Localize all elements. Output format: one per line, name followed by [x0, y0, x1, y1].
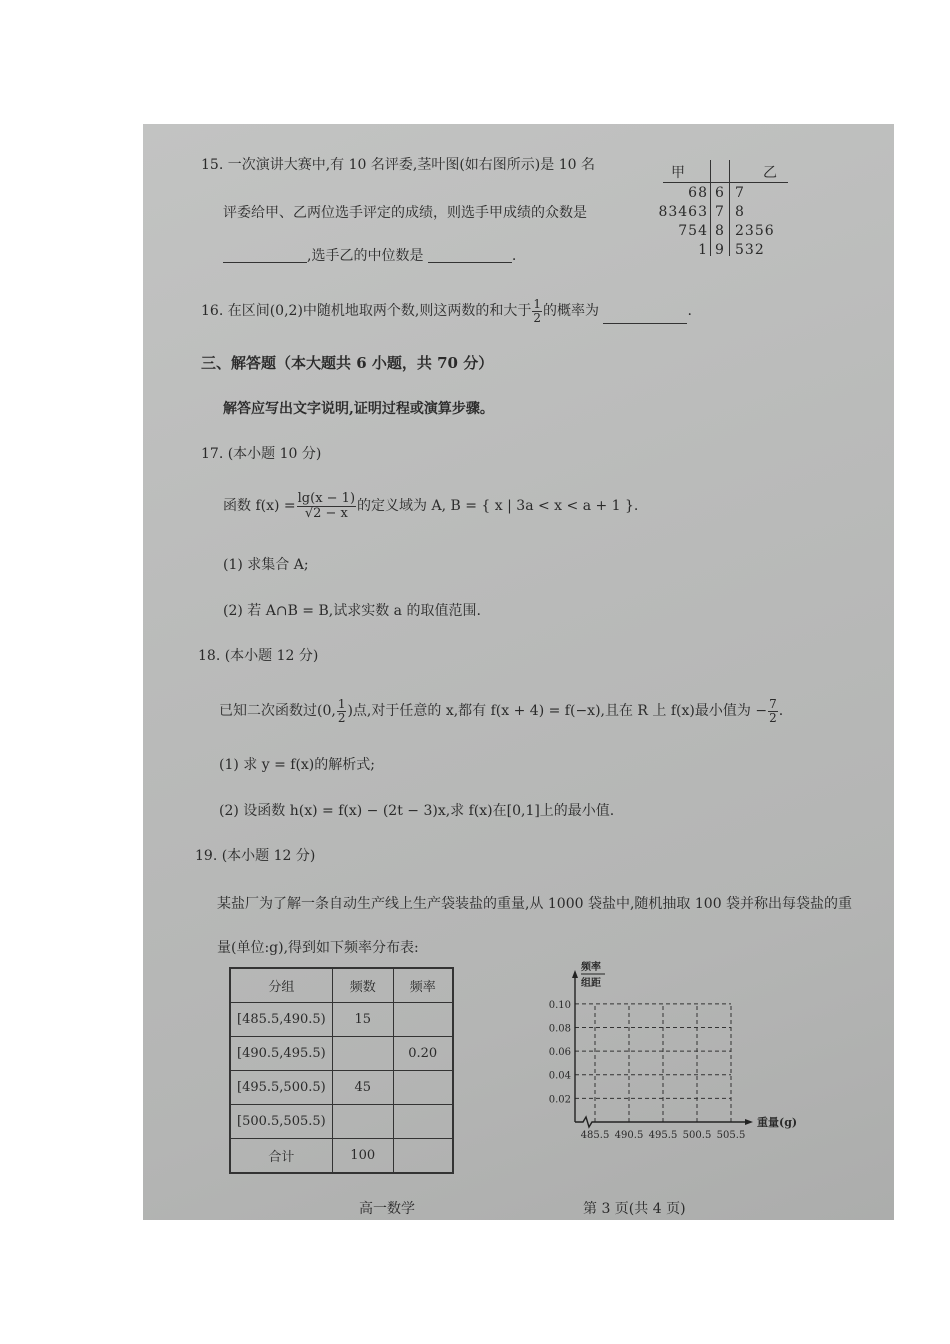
leaf-right: 8 — [735, 204, 745, 220]
table-row — [230, 1071, 453, 1105]
q18-part1: (1) 求 y = f(x)的解析式; — [219, 757, 375, 773]
document-photo — [143, 124, 894, 1220]
stem-leaf-row — [663, 185, 793, 203]
table-cell-group: [485.5,490.5) — [230, 1003, 332, 1037]
x-axis-line — [575, 1117, 745, 1127]
x-tick-label: 485.5 — [580, 1130, 610, 1141]
stem: 8 — [715, 223, 724, 239]
y-tick-label: 0.06 — [548, 1047, 571, 1059]
q17-statement — [223, 492, 638, 520]
histogram-svg — [523, 962, 823, 1152]
q17-frac-num: lg(x − 1) — [297, 491, 356, 506]
x-tick-label: 505.5 — [716, 1130, 746, 1141]
x-tick-label: 495.5 — [648, 1130, 678, 1141]
q16-fraction — [532, 298, 542, 324]
footer-page: 第 3 页(共 4 页) — [583, 1201, 686, 1217]
table-row — [230, 1037, 453, 1071]
q16-frac-num: 1 — [533, 297, 541, 311]
stem-leaf-left-header: 甲 — [671, 165, 685, 181]
q15-line1: 15. 一次演讲大赛中,有 10 名评委,茎叶图(如右图所示)是 10 名 — [201, 157, 595, 173]
table-cell-group: [500.5,505.5) — [230, 1105, 332, 1139]
x-axis-label: 重量(g) — [757, 1116, 798, 1129]
q15-period: . — [511, 248, 517, 264]
table-cell-count[interactable]: 15 — [332, 1003, 393, 1037]
q16-post: 的概率为 — [543, 303, 599, 320]
leaf-left: 68 — [688, 185, 708, 201]
q18-mid: )点,对于任意的 x,都有 f(x + 4) = f(−x),且在 R 上 f(x)最小值为 − — [347, 703, 768, 720]
q19-line2: 量(单位:g),得到如下频率分布表: — [217, 940, 419, 956]
section3-title: 三、解答题（本大题共 6 小题，共 70 分） — [201, 354, 494, 372]
stem-leaf-row — [663, 223, 793, 241]
table-cell-frequency[interactable] — [393, 1105, 453, 1139]
table-cell-frequency[interactable]: 0.20 — [393, 1037, 453, 1071]
histogram-grid — [575, 1004, 731, 1122]
leaf-left: 83463 — [658, 204, 708, 220]
q18-end: . — [778, 703, 784, 720]
q16-frac-den: 2 — [533, 310, 541, 325]
q16-pre: 16. 在区间(0,2)中随机地取两个数,则这两数的和大于 — [201, 303, 532, 320]
stem: 6 — [715, 185, 724, 201]
histogram-labels — [549, 960, 797, 1141]
y-tick-label: 0.02 — [548, 1094, 571, 1106]
table-row — [230, 1003, 453, 1037]
stem-leaf-plot — [658, 156, 793, 258]
q18-f1-num: 1 — [337, 697, 346, 711]
leaf-right: 2356 — [735, 223, 775, 239]
leaf-left: 754 — [678, 223, 708, 239]
table-cell-count[interactable] — [332, 1037, 393, 1071]
table-cell-total-label: 合计 — [230, 1139, 332, 1174]
table-cell-total-count: 100 — [332, 1139, 393, 1174]
q15-line3-text: ,选手乙的中位数是 — [307, 248, 424, 264]
q18-f2-num: 7 — [769, 697, 777, 711]
table-total-row — [230, 1139, 453, 1174]
q17-head: 17. (本小题 10 分) — [201, 446, 322, 462]
q15-blank-mode[interactable] — [223, 248, 307, 263]
y-axis-label-bottom: 组距 — [581, 978, 601, 989]
x-tick-label: 500.5 — [682, 1130, 712, 1141]
table-cell-total-frequency[interactable] — [393, 1139, 453, 1174]
y-tick-label: 0.10 — [548, 999, 571, 1011]
stem-leaf-right-header: 乙 — [763, 165, 777, 181]
stem-leaf-header-rule — [663, 182, 788, 183]
stem: 9 — [715, 242, 724, 258]
q18-statement — [219, 698, 783, 724]
q18-fraction-2 — [768, 698, 778, 724]
table-cell-group: [495.5,500.5) — [230, 1071, 332, 1105]
q19-head: 19. (本小题 12 分) — [195, 848, 316, 864]
leaf-right: 532 — [735, 242, 765, 258]
x-tick-label: 490.5 — [614, 1130, 644, 1141]
table-cell-frequency[interactable] — [393, 1071, 453, 1105]
q18-fraction-1 — [337, 698, 347, 724]
table-cell-group: [490.5,495.5) — [230, 1037, 332, 1071]
table-header-cell: 频率 — [393, 968, 453, 1003]
q18-part2: (2) 设函数 h(x) = f(x) − (2t − 3)x,求 f(x)在[0,1]上的最小值. — [219, 803, 615, 819]
table-header-cell: 频数 — [332, 968, 393, 1003]
q17-part1: (1) 求集合 A; — [223, 557, 309, 573]
q15-blank-median[interactable] — [428, 248, 512, 263]
table-header-row — [230, 968, 453, 1003]
stem-leaf-row — [658, 204, 793, 222]
q18-head: 18. (本小题 12 分) — [198, 648, 319, 664]
x-axis-arrow — [745, 1119, 753, 1125]
section3-instruction: 解答应写出文字说明,证明过程或演算步骤。 — [223, 401, 494, 417]
leaf-left: 1 — [698, 242, 708, 258]
q15-line3 — [223, 248, 516, 263]
table-cell-frequency[interactable] — [393, 1003, 453, 1037]
stem: 7 — [715, 204, 724, 220]
q18-f1-den: 2 — [337, 710, 346, 725]
footer-subject: 高一数学 — [359, 1201, 415, 1217]
q16-period: . — [687, 303, 692, 320]
q17-pre: 函数 f(x) = — [223, 498, 296, 515]
q15-line2: 评委给甲、乙两位选手评定的成绩，则选手甲成绩的众数是 — [223, 205, 587, 221]
q16-line — [201, 298, 692, 324]
table-row — [230, 1105, 453, 1139]
leaf-right: 7 — [735, 185, 745, 201]
table-header-cell: 分组 — [230, 968, 332, 1003]
table-cell-count[interactable]: 45 — [332, 1071, 393, 1105]
q17-post: 的定义域为 A, B = { x | 3a < x < a + 1 }. — [357, 498, 639, 515]
q18-pre: 已知二次函数过(0, — [219, 703, 336, 720]
y-tick-label: 0.04 — [548, 1070, 571, 1082]
table-cell-count[interactable] — [332, 1105, 393, 1139]
frequency-table — [229, 967, 454, 1174]
q17-part2: (2) 若 A∩B = B,试求实数 a 的取值范围. — [223, 603, 481, 619]
q16-blank[interactable] — [603, 309, 687, 324]
q17-fraction — [297, 492, 356, 520]
y-tick-label: 0.08 — [548, 1023, 571, 1035]
q18-f2-den: 2 — [769, 710, 777, 725]
y-axis-arrow — [572, 970, 578, 978]
q19-line1: 某盐厂为了解一条自动生产线上生产袋装盐的重量,从 1000 袋盐中,随机抽取 100 袋并称出每袋盐的重 — [217, 896, 853, 912]
histogram-chart — [523, 962, 823, 1156]
q17-frac-den: √2 − x — [304, 505, 348, 521]
stem-leaf-row — [663, 242, 793, 260]
y-axis-label-top: 频率 — [581, 962, 601, 973]
